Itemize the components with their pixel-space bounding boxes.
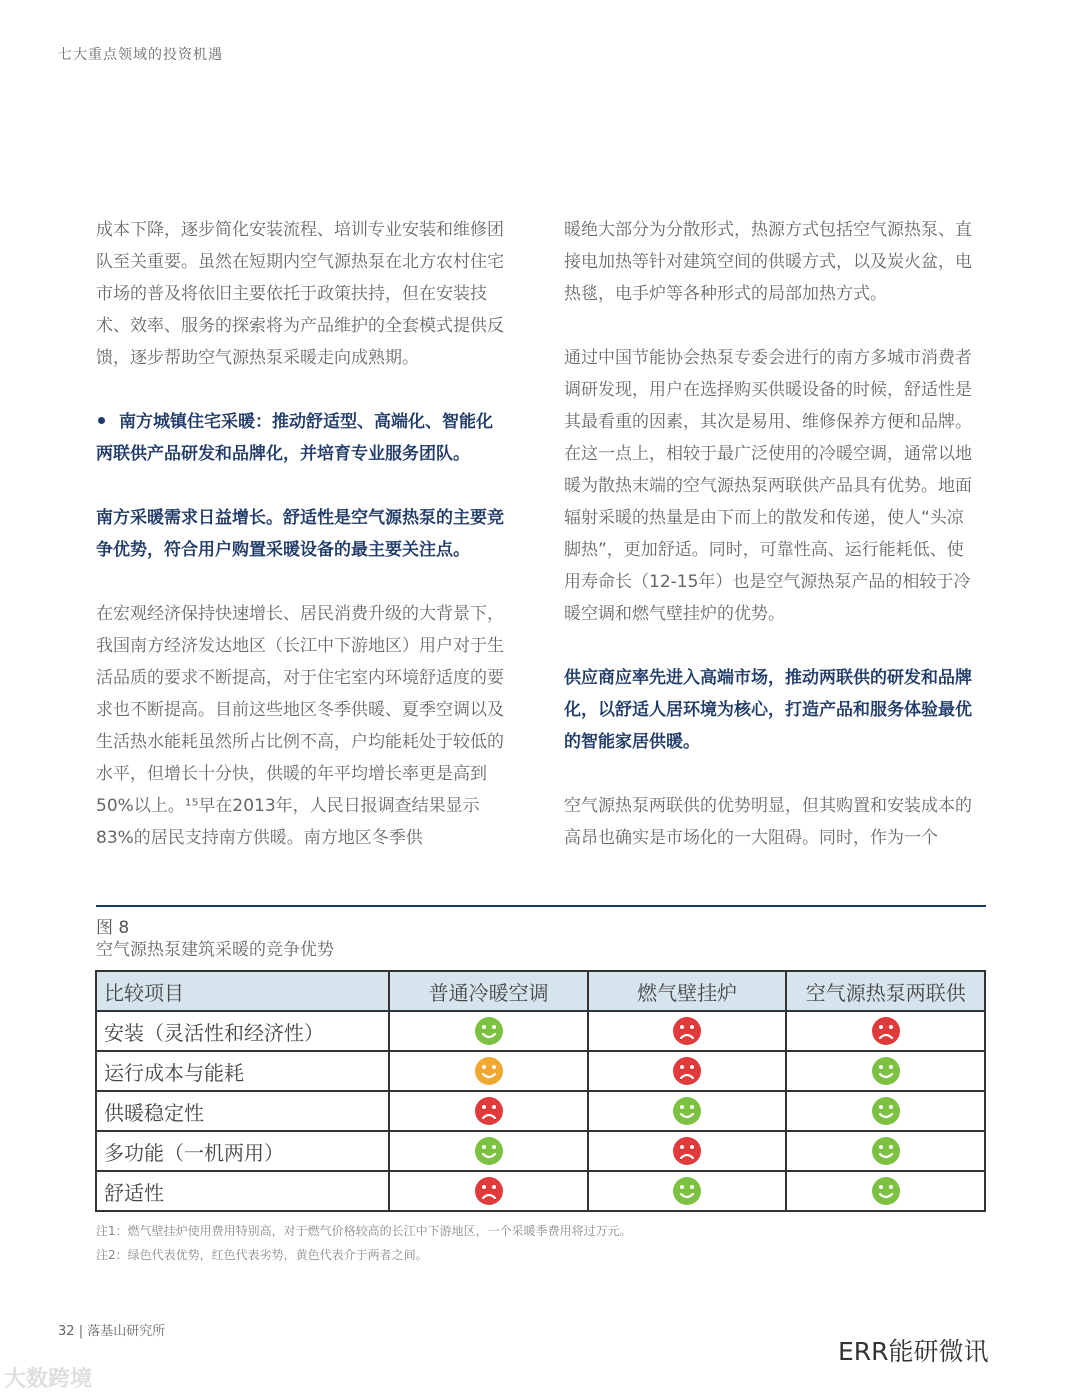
table-row: [96, 1011, 985, 1051]
rating-cell: [588, 1131, 787, 1171]
left-subheading: 南方采暖需求日益增长。舒适性是空气源热泵的主要竞争优势，符合用户购置采暖设备的最主要关注点。: [96, 508, 504, 560]
bullet-text: 南方城镇住宅采暖：推动舒适型、高端化、智能化两联供产品研发和品牌化，并培育专业服务团队。: [96, 412, 493, 464]
rating-cell: [786, 1131, 985, 1171]
rating-cell: [389, 1171, 588, 1211]
right-column: [564, 214, 974, 886]
smiley-bad-icon: [871, 1016, 901, 1046]
rating-cell: [389, 1091, 588, 1131]
right-paragraph-2: 通过中国节能协会热泵专委会进行的南方多城市消费者调研发现，用户在选择购买供暖设备的时候，舒适性是其最看重的因素，其次是易用、维修保养方便和品牌。在这一点上，相较于最广泛使用的冷暖空调，通常以地暖为散热末端的空气源热泵两联供产品具有优势。地面辐射采暖的热量是由下而上的散发和传递，使人“头凉脚热”，更加舒适。同时，可靠性高、运行能耗低、使用寿命长（12-15年）也是空气源热泵产品的相较于冷暖空调和燃气壁挂炉的优势。: [564, 348, 972, 624]
smiley-bad-icon: [672, 1136, 702, 1166]
column-header: 燃气壁挂炉: [588, 971, 787, 1011]
column-header: 空气源热泵两联供: [786, 971, 985, 1011]
rating-cell: [389, 1131, 588, 1171]
table-row: [96, 1131, 985, 1171]
figure-divider: [96, 905, 986, 907]
smiley-good-icon: [871, 1096, 901, 1126]
right-paragraph-3: 空气源热泵两联供的优势明显，但其购置和安装成本的高昂也确实是市场化的一大阻碍。同时，作为一个: [564, 796, 972, 848]
smiley-good-icon: [474, 1136, 504, 1166]
right-paragraph-1: 暖绝大部分为分散形式，热源方式包括空气源热泵、直接电加热等针对建筑空间的供暖方式，以及炭火盆，电热毯，电手炉等各种形式的局部加热方式。: [564, 220, 972, 304]
footer-separator: |: [78, 1324, 84, 1339]
column-header: 比较项目: [96, 971, 389, 1011]
left-paragraph-2: 在宏观经济保持快速增长、居民消费升级的大背景下，我国南方经济发达地区（长江中下游地区）用户对于生活品质的要求不断提高，对于住宅室内环境舒适度的要求也不断提高。目前这些地区冬季供暖、夏季空调以及生活热水能耗虽然所占比例不高，户均能耗处于较低的水平，但增长十分快，供暖的年平均增长率更是高到50%以上。¹⁵早在2013年，人民日报调查结果显示83%的居民支持南方供暖。南方地区冬季供: [96, 604, 504, 848]
smiley-good-icon: [474, 1016, 504, 1046]
smiley-good-icon: [871, 1056, 901, 1086]
table-row: [96, 1091, 985, 1131]
rating-cell: [588, 1011, 787, 1051]
smiley-bad-icon: [474, 1096, 504, 1126]
left-column: [96, 214, 506, 886]
rating-cell: [588, 1171, 787, 1211]
watermark-right: ERR能研微讯: [838, 1337, 989, 1366]
footer-org: 落基山研究所: [87, 1324, 166, 1339]
smiley-neutral-icon: [474, 1056, 504, 1086]
table-row: [96, 1051, 985, 1091]
bullet-dot-icon: [98, 417, 105, 424]
rating-cell: [389, 1011, 588, 1051]
rating-cell: [588, 1091, 787, 1131]
table-header-row: [96, 971, 985, 1011]
table-row: [96, 1171, 985, 1211]
rating-cell: [786, 1011, 985, 1051]
smiley-bad-icon: [672, 1056, 702, 1086]
smiley-bad-icon: [672, 1016, 702, 1046]
rating-cell: [389, 1051, 588, 1091]
watermark-left: 大数跨境: [4, 1367, 93, 1392]
figure-title: 空气源热泵建筑采暖的竞争优势: [96, 940, 334, 960]
smiley-bad-icon: [474, 1176, 504, 1206]
figure-number: 图 8: [96, 918, 130, 938]
smiley-good-icon: [871, 1176, 901, 1206]
figure-note-1: 注1：燃气壁挂炉使用费用特别高，对于燃气价格较高的长江中下游地区，一个采暖季费用将过万元。: [96, 1224, 632, 1238]
rating-cell: [786, 1171, 985, 1211]
section-header: 七大重点领域的投资机遇: [58, 47, 223, 63]
row-label: 安装（灵活性和经济性）: [96, 1011, 389, 1051]
row-label: 多功能（一机两用）: [96, 1131, 389, 1171]
smiley-good-icon: [672, 1176, 702, 1206]
figure-note-2: 注2：绿色代表优势，红色代表劣势，黄色代表介于两者之间。: [96, 1248, 428, 1262]
smiley-good-icon: [672, 1096, 702, 1126]
page-footer: [58, 1320, 165, 1339]
rating-cell: [588, 1051, 787, 1091]
bullet-point: [96, 406, 506, 470]
row-label: 运行成本与能耗: [96, 1051, 389, 1091]
row-label: 舒适性: [96, 1171, 389, 1211]
comparison-table: [95, 970, 986, 1212]
left-paragraph-1: 成本下降，逐步简化安装流程、培训专业安装和维修团队至关重要。虽然在短期内空气源热泵在北方农村住宅市场的普及将依旧主要依托于政策扶持，但在安装技术、效率、服务的探索将为产品维护的全套模式提供反馈，逐步帮助空气源热泵采暖走向成熟期。: [96, 220, 504, 368]
rating-cell: [786, 1051, 985, 1091]
smiley-good-icon: [871, 1136, 901, 1166]
column-header: 普通冷暖空调: [389, 971, 588, 1011]
rating-cell: [786, 1091, 985, 1131]
right-subheading: 供应商应率先进入高端市场，推动两联供的研发和品牌化，以舒适人居环境为核心，打造产品和服务体验最优的智能家居供暖。: [564, 668, 972, 752]
page-number: 32: [58, 1324, 75, 1339]
row-label: 供暖稳定性: [96, 1091, 389, 1131]
